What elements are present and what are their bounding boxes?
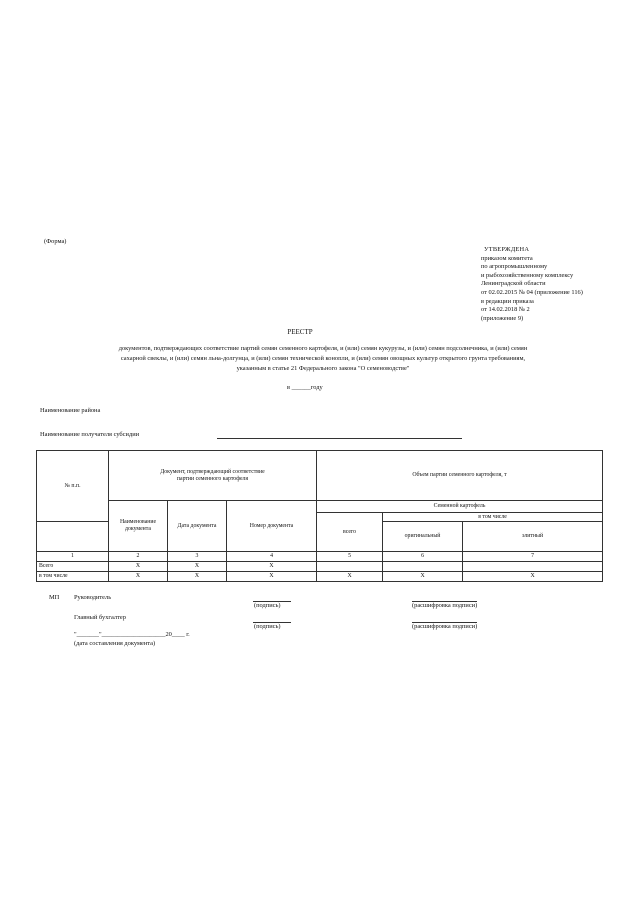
header-document-group-text: Документ, подтверждающий соответствие партии семенного картофеля xyxy=(160,468,265,482)
subtitle-line: указанным в статье 21 Федерального закона "О семеноводстве" xyxy=(236,365,410,372)
row-label: Всего xyxy=(37,562,109,572)
col-number-cell: 3 xyxy=(168,552,227,562)
approval-line: по агропромышленному xyxy=(481,263,548,271)
head-decoding-caption: (расшифровка подписи) xyxy=(412,602,478,609)
page-title: РЕЕСТР xyxy=(287,328,313,336)
header-doc-number: Номер документа xyxy=(227,501,317,552)
header-volume-group: Объем партии семенного картофеля, т xyxy=(317,451,603,501)
table-cell: Х xyxy=(109,572,168,582)
approval-block xyxy=(481,246,583,323)
table-cell: Х xyxy=(317,572,383,582)
header-spacer xyxy=(37,522,109,552)
col-number-cell: 2 xyxy=(109,552,168,562)
approval-line: от 14.02.2018 № 2 xyxy=(481,306,530,314)
subtitle-line: документов, подтверждающих соответствие партий семян семенного картофеля, и (или) семян кукурузы, и (или) семян подсолнечника, и (или) семян xyxy=(118,345,528,352)
col-number-cell: 6 xyxy=(383,552,463,562)
approval-line: от 02.02.2015 № 04 (приложение 116) xyxy=(481,288,583,296)
table-cell: Х xyxy=(168,572,227,582)
head-signature-caption: (подпись) xyxy=(254,602,281,609)
form-label: (Форма) xyxy=(44,238,67,245)
accountant-decoding-caption: (расшифровка подписи) xyxy=(412,623,478,630)
table-cell xyxy=(383,562,463,572)
table-cell: Х xyxy=(227,572,317,582)
stamp-label: МП xyxy=(49,594,60,601)
approval-line: и рыбохозяйственному комплексу xyxy=(481,271,574,279)
subtitle-line: сахарной свеклы, и (или) семян льна-долгунца, и (или) семян технической конопли, и (или) семян овощных культур открытого грунта требованиям, xyxy=(120,355,526,362)
table-cell: Х xyxy=(168,562,227,572)
head-label: Руководитель xyxy=(74,594,112,601)
registry-table xyxy=(36,450,603,582)
col-number-cell: 5 xyxy=(317,552,383,562)
header-col-number: № п.п. xyxy=(37,451,109,522)
header-in-total: всего xyxy=(317,513,383,552)
header-doc-name: Наименование документа xyxy=(109,501,168,552)
header-doc-date: Дата документа xyxy=(168,501,227,552)
header-seed-potato: Семенной картофель xyxy=(317,501,603,513)
header-document-group xyxy=(109,451,317,501)
table-cell: Х xyxy=(227,562,317,572)
accountant-signature-caption: (подпись) xyxy=(254,623,281,630)
approval-line: Ленинградской области xyxy=(481,280,546,288)
table-cell: Х xyxy=(109,562,168,572)
date-caption: (дата составления документа) xyxy=(74,640,156,647)
table-cell xyxy=(463,562,603,572)
header-elite: элитный xyxy=(463,522,603,552)
approval-line: приказом комитета xyxy=(481,254,533,262)
row-label: в том числе xyxy=(37,572,109,582)
table-cell: Х xyxy=(383,572,463,582)
approval-line: (приложение 9) xyxy=(481,314,524,322)
district-label: Наименование района xyxy=(40,407,101,414)
recipient-label: Наименование получателя субсидии xyxy=(40,431,140,438)
table-row xyxy=(37,572,603,582)
table-row xyxy=(37,562,603,572)
table-cell: Х xyxy=(463,572,603,582)
header-original: оригинальный xyxy=(383,522,463,552)
table-cell xyxy=(317,562,383,572)
year-line: в ______году xyxy=(287,384,323,391)
header-including: в том числе xyxy=(383,513,603,522)
date-line: "_______"____________________20____ г. xyxy=(74,631,190,638)
approval-line: в редакции приказа xyxy=(481,297,534,305)
approval-heading: УТВЕРЖДЕНА xyxy=(484,246,530,253)
col-number-cell: 4 xyxy=(227,552,317,562)
recipient-underline xyxy=(217,438,462,439)
col-number-cell: 7 xyxy=(463,552,603,562)
accountant-label: Главный бухгалтер xyxy=(74,614,126,621)
col-number-cell: 1 xyxy=(37,552,109,562)
